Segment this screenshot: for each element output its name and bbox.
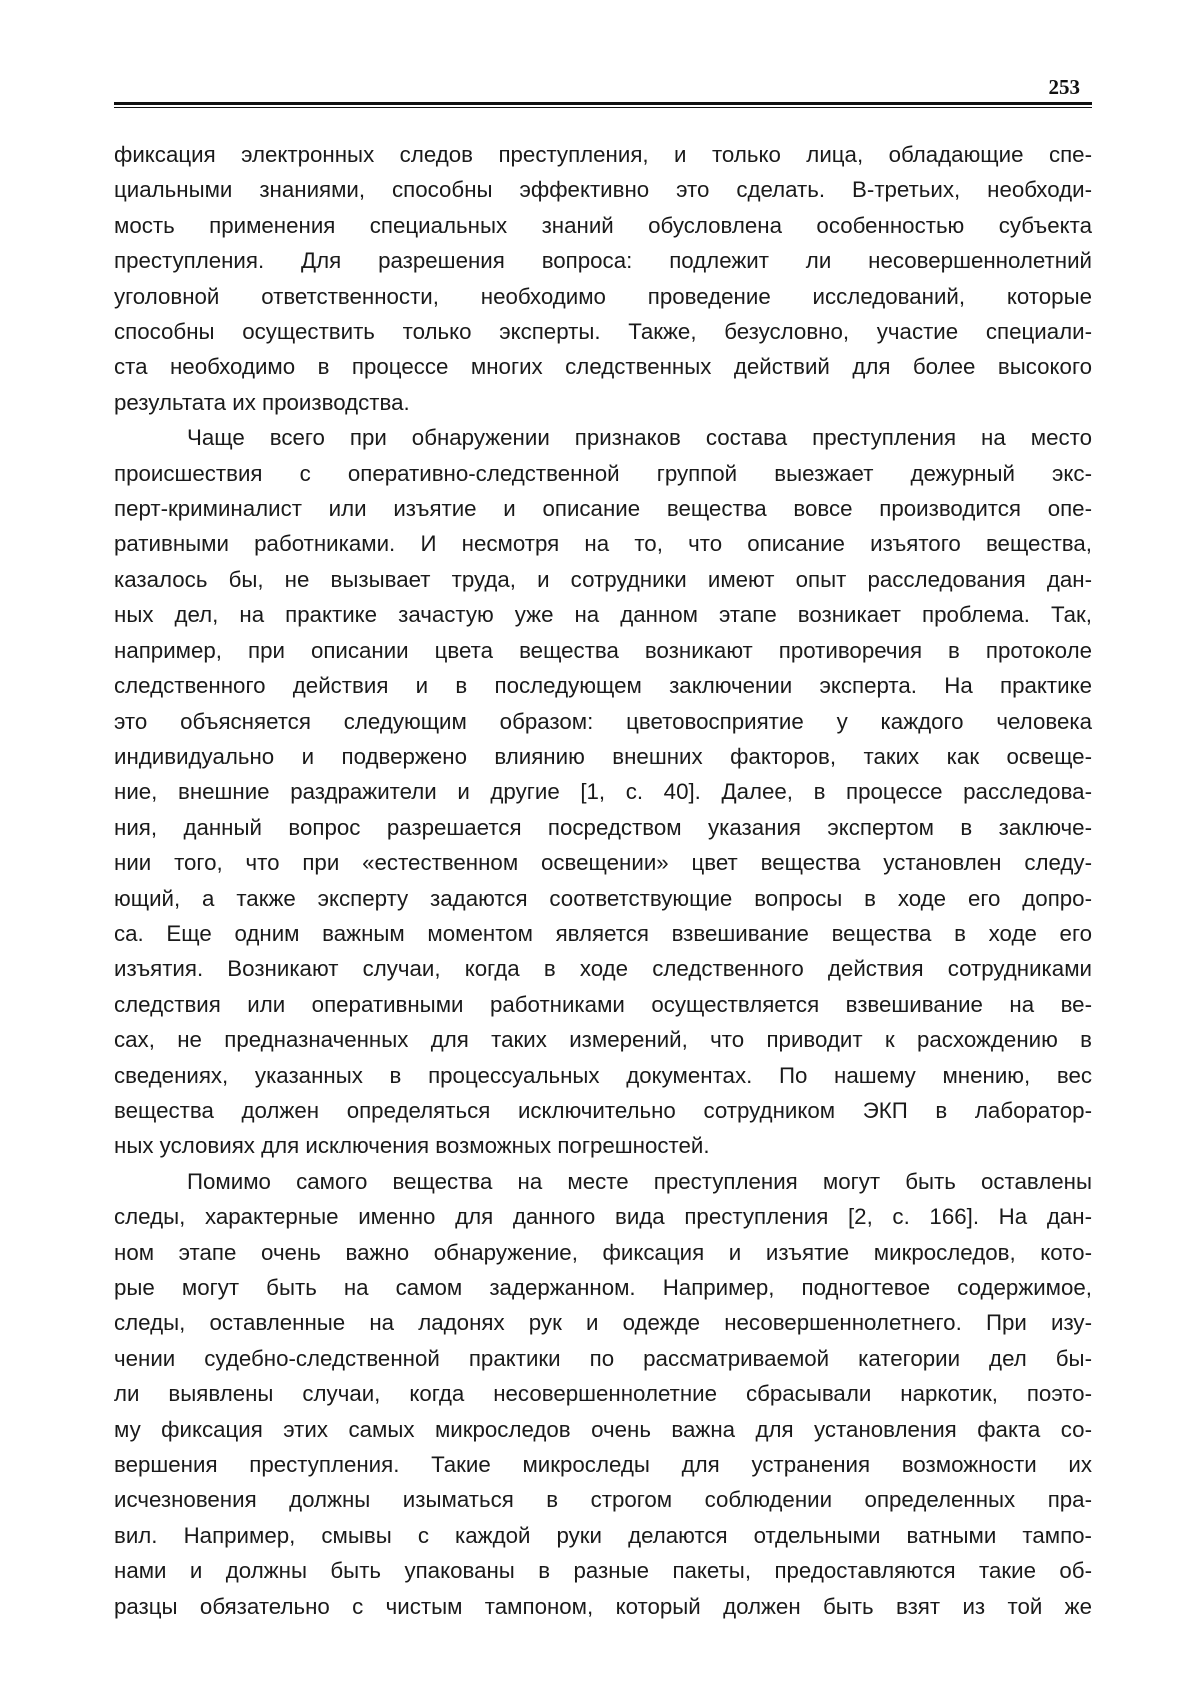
text-line: следствия или оперативными работниками осуществляется взвешивание на ве- xyxy=(114,991,1092,1017)
text-line: нии того, что при «естественном освещении» цвет вещества установлен следу- xyxy=(114,850,1092,876)
text-line: например, при описании цвета вещества возникают противоречия в протоколе xyxy=(114,637,1092,663)
text-line: ния, данный вопрос разрешается посредством указания экспертом в заключе- xyxy=(114,814,1092,840)
text-line: следы, характерные именно для данного вида преступления [2, с. 166]. На дан- xyxy=(114,1204,1092,1230)
text-line: вещества должен определяться исключительно сотрудником ЭКП в лаборатор- xyxy=(114,1097,1092,1123)
text-line: уголовной ответственности, необходимо проведение исследований, которые xyxy=(114,283,1092,309)
text-line: ющий, а также эксперту задаются соответствующие вопросы в ходе его допро- xyxy=(114,885,1092,911)
page-header xyxy=(114,74,1092,110)
text-line: ста необходимо в процессе многих следственных действий для более высокого xyxy=(114,354,1092,380)
header-rule-thin xyxy=(114,107,1092,108)
text-line: са. Еще одним важным моментом является взвешивание вещества в ходе его xyxy=(114,920,1092,946)
text-line: рые могут быть на самом задержанном. Например, подногтевое содержимое, xyxy=(114,1275,1092,1300)
text-line: ных условиях для исключения возможных погрешностей. xyxy=(114,1133,710,1159)
text-line: сах, не предназначенных для таких измерений, что приводит к расхождению в xyxy=(114,1027,1092,1053)
text-line: ние, внешние раздражители и другие [1, с. 40]. Далее, в процессе расследова- xyxy=(114,779,1092,805)
text-line: индивидуально и подвержено влиянию внешних факторов, таких как освеще- xyxy=(114,743,1092,769)
header-rule-thick xyxy=(114,102,1092,105)
body-text xyxy=(114,137,1092,1624)
text-line: ративными работниками. И несмотря на то, что описание изъятого вещества, xyxy=(114,531,1092,557)
text-line: происшествия с оперативно-следственной группой выезжает дежурный экс- xyxy=(114,460,1092,486)
text-line: изъятия. Возникают случаи, когда в ходе следственного действия сотрудниками xyxy=(114,956,1092,982)
text-line: вершения преступления. Такие микроследы для устранения возможности их xyxy=(114,1452,1092,1478)
text-line: разцы обязательно с чистым тампоном, который должен быть взят из той же xyxy=(114,1593,1092,1619)
text-line: преступления. Для разрешения вопроса: подлежит ли несовершеннолетний xyxy=(114,248,1092,274)
text-line: это объясняется следующим образом: цветовосприятие у каждого человека xyxy=(114,708,1092,734)
text-line: ли выявлены случаи, когда несовершеннолетние сбрасывали наркотик, поэто- xyxy=(114,1381,1092,1407)
text-line: следы, оставленные на ладонях рук и одежде несовершеннолетнего. При изу- xyxy=(114,1310,1092,1336)
page-number: 253 xyxy=(1048,75,1080,99)
text-line: казалось бы, не вызывает труда, и сотрудники имеют опыт расследования дан- xyxy=(114,566,1092,592)
text-line: ном этапе очень важно обнаружение, фиксация и изъятие микроследов, кото- xyxy=(114,1239,1092,1265)
text-line: нами и должны быть упакованы в разные пакеты, предоставляются такие об- xyxy=(114,1558,1092,1584)
text-line: Чаще всего при обнаружении признаков состава преступления на место xyxy=(187,425,1092,451)
text-line: циальными знаниями, способны эффективно это сделать. В-третьих, необходи- xyxy=(114,177,1092,203)
text-line: вил. Например, смывы с каждой руки делаются отдельными ватными тампо- xyxy=(114,1522,1092,1548)
text-line: ных дел, на практике зачастую уже на данном этапе возникает проблема. Так, xyxy=(114,602,1092,628)
text-line: мость применения специальных знаний обусловлена особенностью субъекта xyxy=(114,212,1092,238)
text-line: результата их производства. xyxy=(114,389,410,415)
text-line: чении судебно-следственной практики по рассматриваемой категории дел бы- xyxy=(114,1345,1092,1371)
text-line: следственного действия и в последующем заключении эксперта. На практике xyxy=(114,673,1092,699)
text-line: фиксация электронных следов преступления, и только лица, обладающие спе- xyxy=(114,142,1092,167)
text-line: му фиксация этих самых микроследов очень важна для установления факта со- xyxy=(114,1416,1092,1442)
text-line: сведениях, указанных в процессуальных документах. По нашему мнению, вес xyxy=(114,1062,1092,1088)
text-line: Помимо самого вещества на месте преступления могут быть оставлены xyxy=(187,1168,1092,1194)
text-line: исчезновения должны изыматься в строгом соблюдении определенных пра- xyxy=(114,1487,1092,1513)
text-line: способны осуществить только эксперты. Также, безусловно, участие специали- xyxy=(114,319,1092,345)
text-line: перт-криминалист или изъятие и описание вещества вовсе производится опе- xyxy=(114,496,1092,522)
